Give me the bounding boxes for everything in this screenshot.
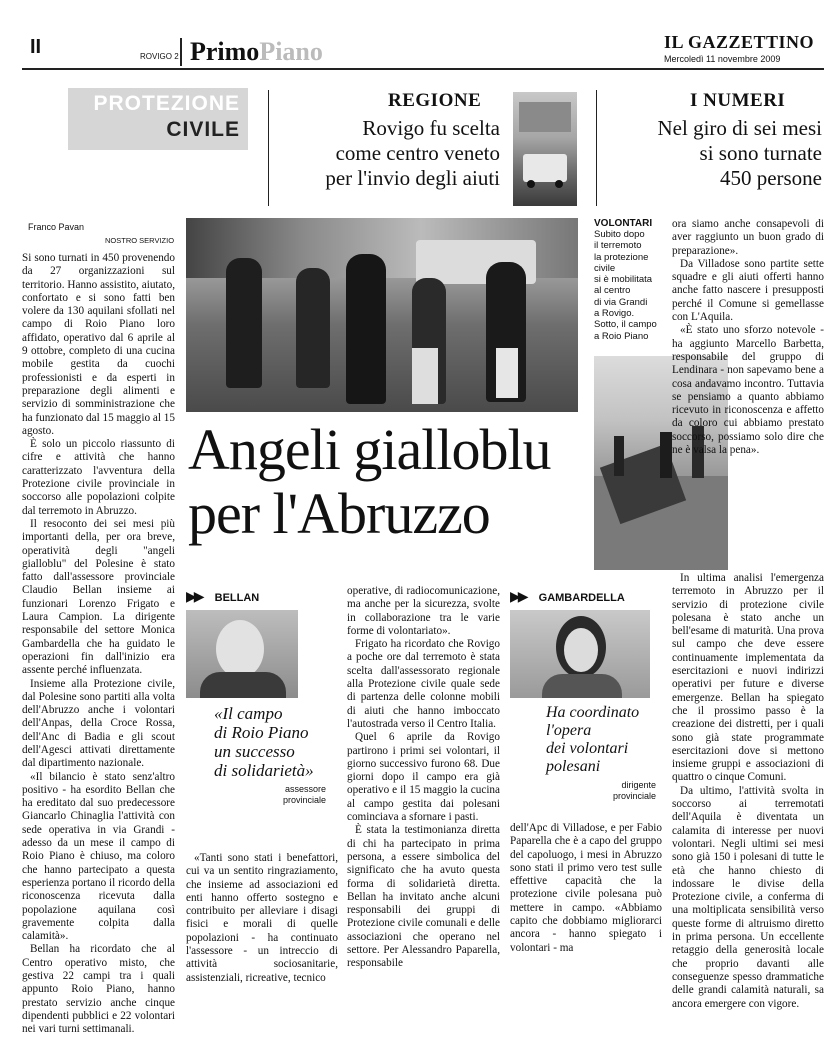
numeri-line: Nel giro di sei mesi <box>657 116 822 140</box>
double-arrow-icon: ▶▶ <box>510 589 526 605</box>
newspaper-name: IL GAZZETTINO <box>664 32 815 52</box>
gambardella-box <box>510 586 660 802</box>
body-paragraph: «Tanti sono stati i benefattori, cui va un sentito ringraziamento, che insieme ad associazioni ed enti hanno offerto sostegno e contribuito per alleviare i disagi fisici e morali di quelle popolazioni - ha continuato l'assessore - un intreccio di attività sociosanitarie, assistenziali, ricreative, tecnico <box>186 852 338 984</box>
section-label-box <box>68 88 248 150</box>
caption-kicker: VOLONTARI <box>594 218 653 229</box>
caption-line: la protezione <box>594 251 649 263</box>
caption-line: a Rovigo. <box>594 308 635 320</box>
bellan-quote-line: di Roio Piano <box>214 723 309 742</box>
gambardella-quote <box>546 704 660 776</box>
regione-title <box>270 116 500 191</box>
main-photo <box>186 218 578 412</box>
body-paragraph: Frigato ha ricordato che Rovigo a poche ore dal terremoto è stata scelta dall'assessorato regionale alla Protezione civile quale sede di partenza delle colonne mobili di aiuti che hanno imboccato l'autostrada verso il Centro Italia. <box>347 638 500 730</box>
column-5-bottom <box>672 572 824 1011</box>
caption-line: il terremoto <box>594 240 642 252</box>
body-paragraph: «È stato uno sforzo notevole - ha aggiunto Marcello Barbetta, responsabile del gruppo di Lendinara - non sapevamo bene a cosa andavamo incontro. Tuttavia se pensiamo a quanto abbiamo ricevuto in riconoscenza e affetto da coloro cui abbiamo prestato soccorso, possiamo solo dire che ne è valsa la pena». <box>672 324 824 457</box>
byline-author: Franco Pavan <box>28 222 85 232</box>
double-arrow-icon: ▶▶ <box>186 589 202 605</box>
caption-line: di via Grandi <box>594 296 648 308</box>
numeri-title <box>600 116 822 191</box>
gambardella-quote-line: Ha coordinato <box>546 704 640 721</box>
column-1 <box>22 252 175 1037</box>
gambardella-role-line: dirigente <box>621 780 656 790</box>
caption-line: civile <box>594 262 616 274</box>
bellan-quote <box>214 704 336 780</box>
label-line1: PROTEZIONE <box>93 92 240 115</box>
header-rule <box>22 68 824 70</box>
regione-left-rule <box>268 90 269 206</box>
column-5-top <box>672 218 824 457</box>
gambardella-role-line: provinciale <box>612 791 656 801</box>
bellan-role-line: assessore <box>284 784 326 794</box>
body-paragraph: Da ultimo, l'attività svolta in soccorso ai terremotati dell'Aquila è diventata un calamita di interesse per nuovi volontari. Negli ultimi sei mesi sono già 150 i polesani di tutte le età che hanno chiesto di indossare le divise della Protezione civile, a conferma di una moltiplicata sensibilità verso queste forme di altruismo diretto in prima persona. Un eccellente retaggio della generosità locale che proprio davanti alle conseguenze spesso drammatiche delle grandi calamità naturali, sa ancora emergere con vigore. <box>672 784 824 1010</box>
rubric-bold: Primo <box>190 37 260 66</box>
body-paragraph: «Il bilancio è stato senz'altro positivo - ha esordito Bellan che ha ereditato dal suo predecessore Giancarlo Chinaglia l'attività con sede operativa in via Grandi - adesso da un mese il campo di Roio Piano è chiuso, ma coloro che hanno partecipato a questa esperienza portano il ricordo della riconoscenza ricevuta dalla popolazione aquilana così gravemente colpita dalla calamità». <box>22 770 175 943</box>
body-paragraph: In ultima analisi l'emergenza terremoto in Abruzzo per il servizio di protezione civile polesana è stato anche un bell'esame di maturità. Una prova sul campo che deve essere continuamente implementata da esercitazioni e nuovi indirizzi operativi per future e diverse emergenze. Bellan ha spiegato che il prossimo passo è la creazione dei distretti, per i quali sono già state programmate esercitazioni dove si mettono insieme gruppi e associazioni di quattro o cinque Comuni. <box>672 572 824 784</box>
body-paragraph: Quel 6 aprile da Rovigo partirono i primi sei volontari, il giorno successivo furono 68. Due giorni dopo il campo era già operativo e il 15 maggio la cucina al campo gestita dai polesani cominciava a sfornare i pasti. <box>347 731 500 824</box>
body-paragraph: Da Villadose sono partite sette squadre e gli aiuti offerti hanno anche fatto nascere i presupposti perché il Comune si gemellasse con L'Aquila. <box>672 257 824 324</box>
caption-line: Sotto, il campo <box>594 319 657 331</box>
numeri-line: 450 persone <box>719 166 822 190</box>
body-paragraph: È stata la testimonianza diretta di chi ha partecipato in prima persona, a essere simbolica del significato che ha avuto questa forma di solidarietà diretta. Bellan ha invitato anche alcuni responsabili dei gruppi di Protezione civile comunali e delle associazioni che operano nel settore. Per Alessandro Paparella, responsabile <box>347 824 500 970</box>
column-2 <box>186 852 338 985</box>
numeri-kicker: I NUMERI <box>690 90 786 111</box>
numeri-line: si sono turnate <box>699 141 822 165</box>
gambardella-portrait <box>510 610 650 698</box>
gambardella-kicker: GAMBARDELLA <box>538 592 625 604</box>
regione-line: Rovigo fu scelta <box>362 116 500 140</box>
body-paragraph: Si sono turnati in 450 provenendo da 27 organizzazioni sul territorio. Hanno assistito, aiutato, confortato e si sono fatti ben volere da 130 aquilani sfollati nel campo di Roio Piano loro affidato, operativo dal 6 aprile al 9 ottobre, completo di una cucina mobile gestita da cuochi professionisti e da esperti in preparazione degli alimenti e servizio di somministrazione che ha funzionato dal 15 maggio al 15 agosto. <box>22 252 175 437</box>
gambardella-kicker-row <box>510 586 660 604</box>
header-divider-left <box>180 38 182 66</box>
body-paragraph: dell'Apc di Villadose, e per Fabio Paparella che è a capo del gruppo del capoluogo, i mesi in Abruzzo sono stati il primo vero test sulle effettive capacità che la protezione civile polesana può mettere in campo. «Abbiamo capito che dobbiamo migliorarci ancora - hanno spiegato i volontari - ma <box>510 822 662 954</box>
section-label: ROVIGO 2 <box>140 52 179 61</box>
gambardella-role <box>510 780 656 802</box>
caption-line: Subito dopo <box>594 229 645 240</box>
body-paragraph: Insieme alla Protezione civile, dal Polesine sono partiti alla volta dell'Abruzzo anche i volontari dell'Anpas, della Croce Rossa, dell'Anc di Badia e gli scout dell'Agesci attivati direttamente dal dipartimento nazionale. <box>22 677 175 770</box>
bellan-role-line: provinciale <box>282 795 326 805</box>
body-paragraph: Il resoconto dei sei mesi più importanti della, per ora breve, operatività degli "angeli gialloblu" del Polesine è stato fatto dall'assessore provinciale Claudio Bellan insieme ai funzionari Lorenzo Frigato e Laura Campion. La dirigente responsabile del settore Monica Gambardella che ha guidato le operazioni fin dall'inizio era assente perché influenzata. <box>22 517 175 677</box>
rubric <box>190 38 323 66</box>
regione-photo <box>513 92 577 206</box>
regione-line: come centro veneto <box>335 141 500 165</box>
gambardella-quote-line: dei volontari <box>546 740 629 757</box>
bellan-kicker-row <box>186 586 336 604</box>
bellan-kicker: BELLAN <box>214 592 260 604</box>
caption-line: si è mobilitata <box>594 274 653 286</box>
headline-line1: Angeli gialloblu <box>188 417 551 482</box>
column-4 <box>510 822 662 955</box>
gambardella-quote-line: l'opera <box>546 722 592 739</box>
bellan-quote-line: un successo <box>214 742 295 761</box>
regione-line: per l'invio degli aiuti <box>325 166 500 190</box>
headline-line2: per l'Abruzzo <box>188 481 490 546</box>
bellan-role <box>186 784 326 806</box>
caption-line: a Roio Piano <box>594 330 649 342</box>
body-paragraph: ora siamo anche consapevoli di aver raggiunto un buon grado di preparazione». <box>672 218 824 257</box>
bellan-quote-line: «Il campo <box>214 704 283 723</box>
body-paragraph: Bellan ha ricordato che al Centro operativo misto, che gestiva 22 campi tra i quali appunto Roio Piano, hanno prestato servizio anche cinque dipendenti pubblici e 22 volontari nei vari turni settimanali. <box>22 943 175 1036</box>
body-paragraph: È solo un piccolo riassunto di cifre e attività che hanno caratterizzato l'avventura della Protezione civile provinciale in soccorso alle popolazioni colpite dal terremoto in Abruzzo. <box>22 438 175 517</box>
byline-service: NOSTRO SERVIZIO <box>105 236 175 245</box>
label-line2: CIVILE <box>166 118 240 141</box>
column-3 <box>347 585 500 971</box>
headline <box>188 418 551 546</box>
bellan-box <box>186 586 336 806</box>
body-paragraph: operative, di radiocomunicazione, ma anche per la sicurezza, svolte in collaborazione tra le varie forme di volontariato». <box>347 585 500 637</box>
page-number: II <box>30 36 42 58</box>
bellan-portrait <box>186 610 298 698</box>
regione-kicker: REGIONE <box>388 90 482 111</box>
issue-date: Mercoledì 11 novembre 2009 <box>664 54 781 64</box>
gambardella-quote-line: polesani <box>546 758 601 775</box>
caption-line: al centro <box>594 285 631 297</box>
rubric-light: Piano <box>259 37 323 66</box>
numeri-left-rule <box>596 90 597 206</box>
bellan-quote-line: di solidarietà» <box>214 761 314 780</box>
